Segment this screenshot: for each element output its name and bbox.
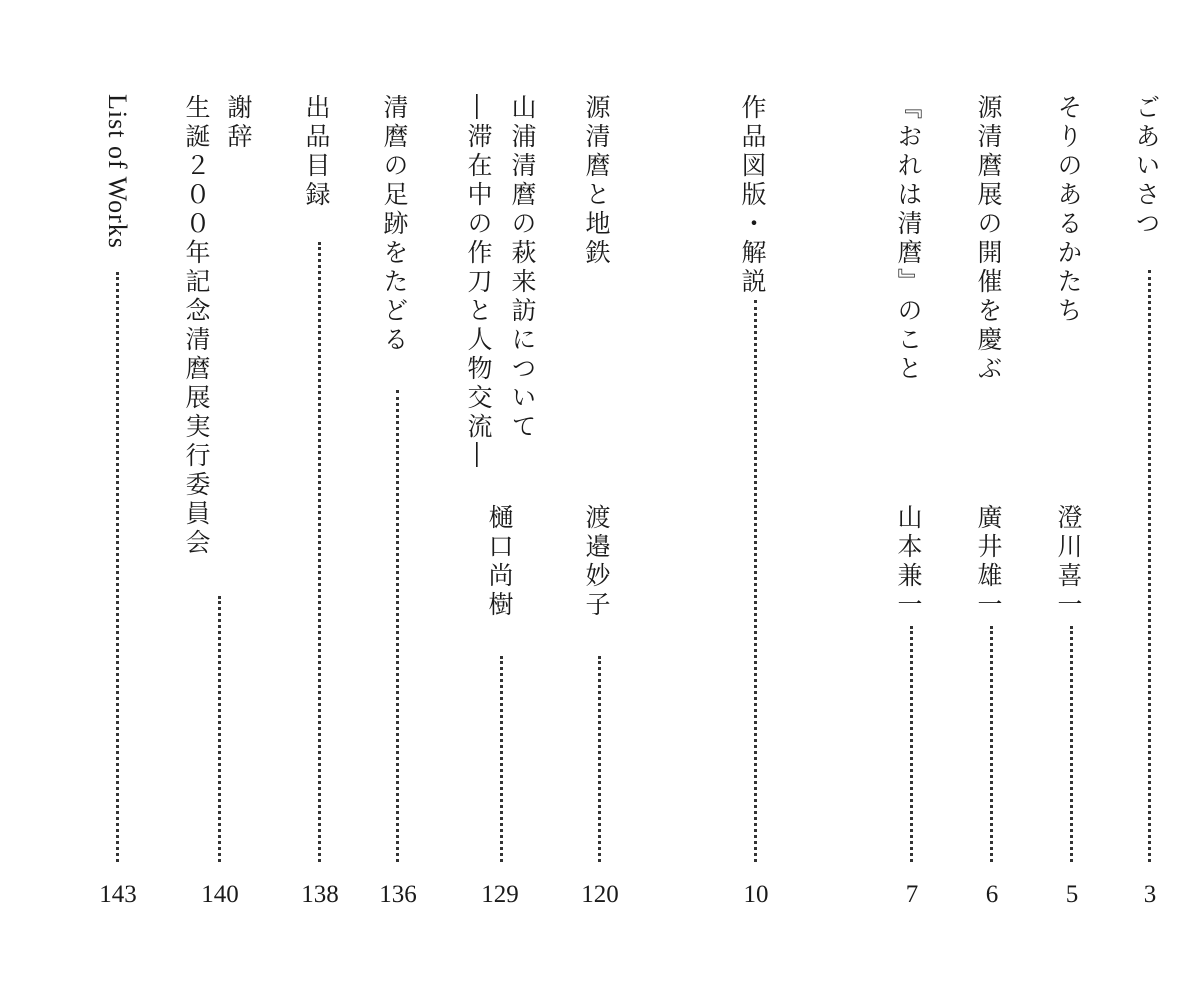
toc-entry-footsteps[interactable]: [368, 0, 428, 998]
toc-page-number: 3: [1143, 881, 1157, 908]
toc-entry-list-of-works[interactable]: [88, 0, 148, 998]
dot-leader: [218, 596, 223, 862]
toc-page-number: 143: [99, 881, 137, 908]
toc-page-number: 140: [201, 881, 239, 908]
toc-page-number: 6: [985, 881, 999, 908]
toc-title: 源清麿と地鉄: [582, 94, 611, 268]
toc-title: 出品目録: [302, 94, 331, 210]
toc-page-number: 10: [743, 881, 769, 908]
toc-entry-sori[interactable]: [1042, 0, 1102, 998]
toc-title: そりのあるかたち: [1054, 94, 1083, 326]
toc-title: ごあいさつ: [1132, 94, 1161, 239]
toc-page-number: 120: [581, 881, 619, 908]
toc-title: 清麿の足跡をたどる: [380, 94, 409, 355]
toc-title: 謝辞: [224, 94, 253, 152]
toc-author: 渡邉妙子: [582, 504, 611, 620]
toc-author: 樋口尚樹: [485, 504, 514, 620]
dot-leader: [1070, 626, 1075, 862]
dot-leader: [754, 300, 759, 862]
toc-page-number: 5: [1065, 881, 1079, 908]
toc-entry-jigane[interactable]: [570, 0, 630, 998]
toc-title: 山浦清麿の萩来訪について: [508, 94, 537, 442]
toc-entry-greeting[interactable]: [1120, 0, 1180, 998]
dot-leader: [116, 272, 121, 862]
toc-author: 廣井雄一: [974, 504, 1003, 620]
dot-leader: [500, 656, 505, 862]
toc-entry-hagi-visit[interactable]: [456, 0, 556, 998]
dot-leader: [396, 390, 401, 862]
toc-page-number: 129: [481, 881, 519, 908]
dot-leader: [598, 656, 603, 862]
toc-entry-acknowledgements[interactable]: [170, 0, 270, 998]
toc-entry-celebration[interactable]: [962, 0, 1022, 998]
dot-leader: [318, 242, 323, 862]
toc-title: 『おれは清麿』のこと: [894, 94, 923, 384]
toc-subtitle: ―滞在中の作刀と人物交流―: [464, 94, 493, 471]
toc-author: 澄川喜一: [1054, 504, 1083, 620]
toc-page-number: 7: [905, 881, 919, 908]
toc-title: List of Works: [103, 94, 132, 249]
toc-title: 作品図版・解説: [738, 94, 767, 297]
toc-author: 山本兼一: [894, 504, 923, 620]
dot-leader: [910, 626, 915, 862]
toc-page-number: 136: [379, 881, 417, 908]
dot-leader: [990, 626, 995, 862]
dot-leader: [1148, 270, 1153, 862]
toc-page-number: 138: [301, 881, 339, 908]
toc-title: 源清麿展の開催を慶ぶ: [974, 94, 1003, 384]
toc-subtitle: 生誕２００年記念清麿展実行委員会: [182, 94, 211, 558]
toc-entry-ore-wa-kiyomaro[interactable]: [882, 0, 942, 998]
toc-entry-plates[interactable]: [726, 0, 786, 998]
toc-entry-exhibit-list[interactable]: [290, 0, 350, 998]
